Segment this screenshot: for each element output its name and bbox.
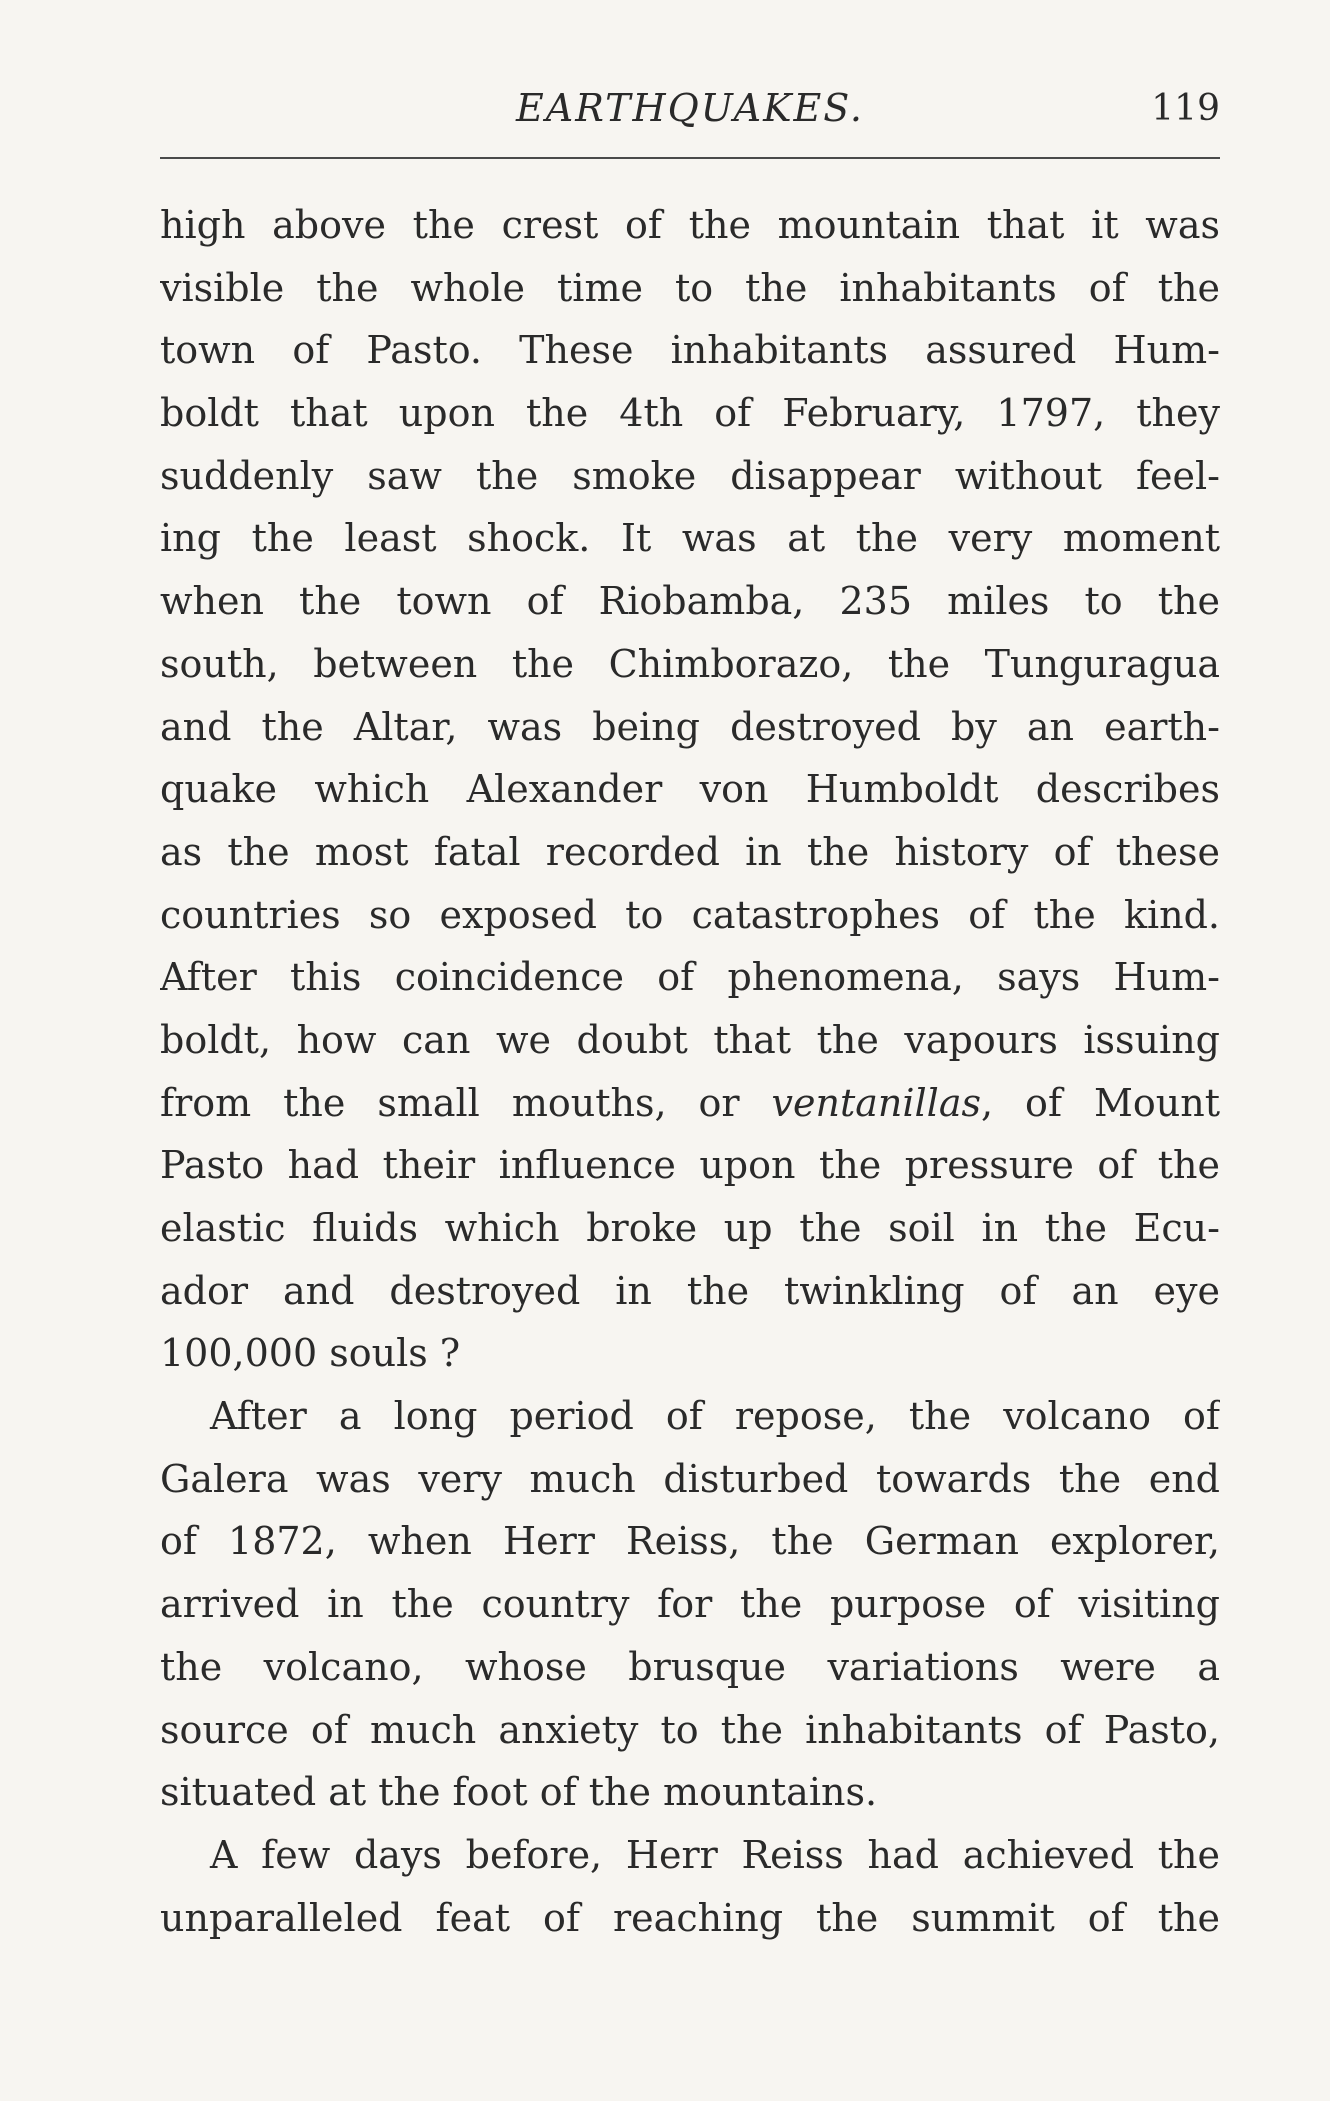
text-line: arrived in the country for the purpose of visiting: [160, 1582, 1220, 1627]
text-line: ador and destroyed in the twinkling of an eye: [160, 1268, 1220, 1313]
text-line: visible the whole time to the inhabitants of the: [160, 265, 1220, 310]
paragraph-start-line: After a long period of repose, the volcano of: [210, 1394, 1220, 1439]
paragraph-end-line: situated at the foot of the mountains.: [160, 1770, 878, 1815]
page-number: 119: [1151, 88, 1220, 129]
text-line-mixed: [160, 1072, 1220, 1135]
text-line: source of much anxiety to the inhabitants of Pasto,: [160, 1707, 1220, 1752]
text-line: boldt, how can we doubt that the vapours issuing: [160, 1017, 1220, 1062]
text-line: as the most fatal recorded in the history of these: [160, 829, 1220, 874]
text-line: high above the crest of the mountain that it was: [160, 203, 1220, 247]
text-line: boldt that upon the 4th of February, 1797, they: [160, 391, 1220, 436]
text-line: quake which Alexander von Humboldt describes: [160, 767, 1220, 812]
running-title: EARTHQUAKES.: [516, 86, 864, 130]
text-line: when the town of Riobamba, 235 miles to the: [160, 579, 1220, 624]
text-line: Pasto had their influence upon the pressure of the: [160, 1143, 1220, 1188]
text-line: countries so exposed to catastrophes of the kind.: [160, 892, 1220, 937]
italic-term: ventanillas: [771, 1080, 981, 1125]
paragraph-start-line: A few days before, Herr Reiss had achieved the: [210, 1832, 1220, 1877]
text-line: south, between the Chimborazo, the Tunguragua: [160, 641, 1220, 686]
text-line: unparalleled feat of reaching the summit of the: [160, 1895, 1220, 1940]
text-segment: from the small mouths, or: [160, 1080, 772, 1125]
header-rule: [160, 157, 1220, 159]
body-text: [160, 194, 1220, 1949]
running-head: [160, 86, 1220, 138]
text-segment: , of Mount: [981, 1080, 1220, 1125]
text-line: suddenly saw the smoke disappear without feel-: [160, 453, 1220, 498]
text-line: and the Altar, was being destroyed by an earth-: [160, 704, 1220, 749]
text-line: elastic fluids which broke up the soil in the Ecu-: [160, 1206, 1220, 1250]
text-line: ing the least shock. It was at the very moment: [160, 516, 1220, 561]
text-line: the volcano, whose brusque variations were a: [160, 1644, 1220, 1689]
text-line: After this coincidence of phenomena, says Hum-: [160, 955, 1220, 1000]
text-line: town of Pasto. These inhabitants assured Hum-: [160, 328, 1220, 373]
text-line: of 1872, when Herr Reiss, the German explorer,: [160, 1519, 1220, 1564]
text-line: Galera was very much disturbed towards the end: [160, 1456, 1220, 1501]
paragraph-end-line: 100,000 souls ?: [160, 1331, 461, 1376]
